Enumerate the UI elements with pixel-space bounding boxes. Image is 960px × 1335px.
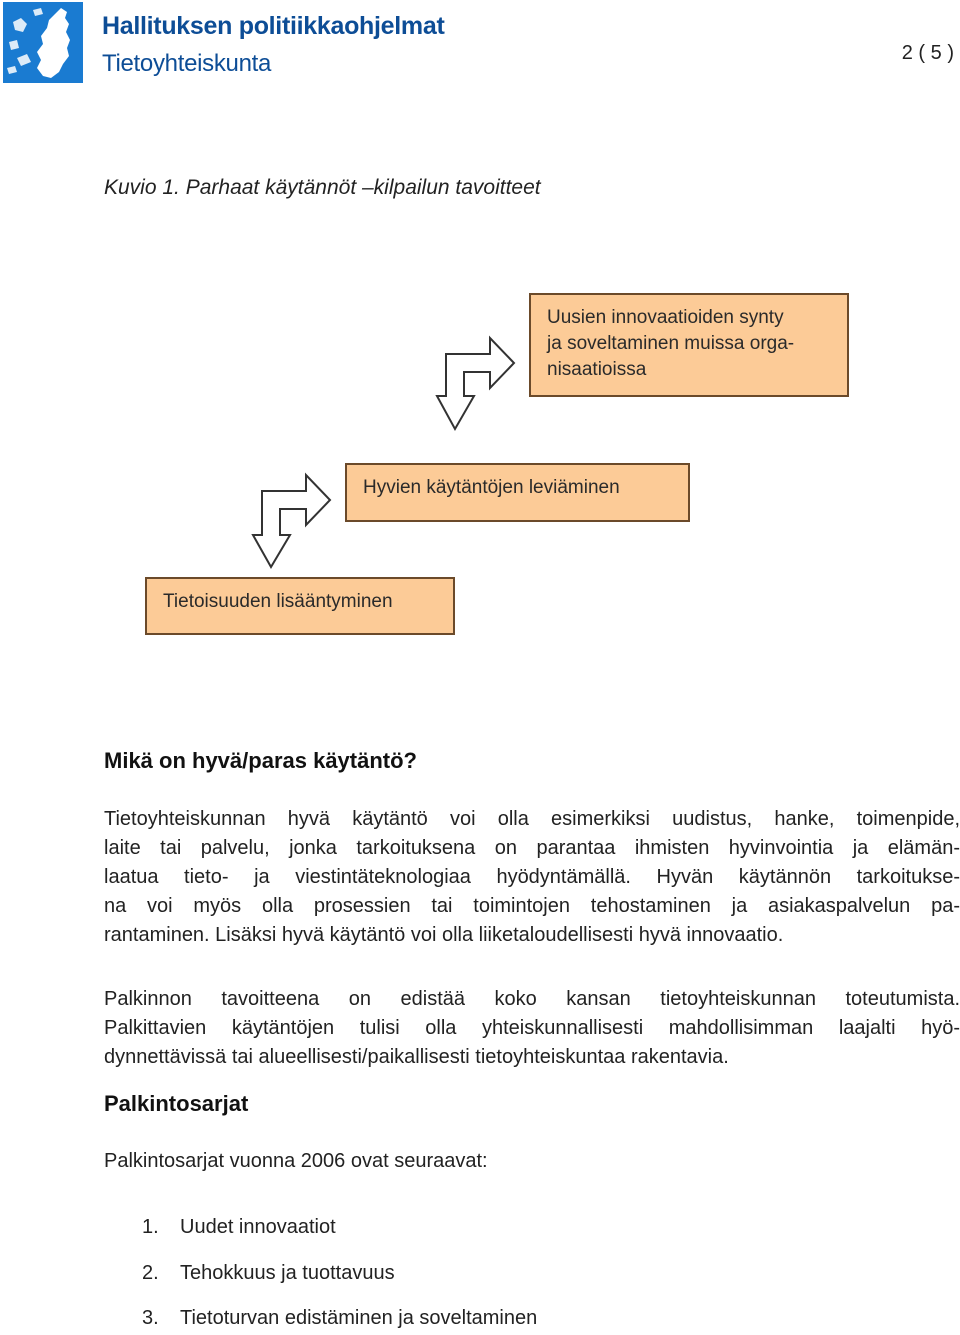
list-number: 3. [142,1307,159,1329]
box-line: Uusien innovaatioiden synty [547,307,784,328]
text-line: rantaminen. Lisäksi hyvä käytäntö voi olla liiketaloudellisesti hyvä innovaatio. [104,924,784,946]
text-line: na voi myös olla prosessien tai toimintojen tehostaminen ja asiakaspalvelun pa- [104,895,960,917]
logo-title: Hallituksen politiikkaohjelmat [102,12,445,40]
list-text: Uudet innovaatiot [180,1216,336,1238]
text-line: Palkinnon tavoitteena on edistää koko kansan tietoyhteiskunnan toteutumista. [104,988,960,1010]
page-number: 2 ( 5 ) [901,42,954,64]
list-text: Tehokkuus ja tuottavuus [180,1262,395,1284]
list-item [142,1307,537,1330]
heading-award-categories: Palkintosarjat [104,1091,249,1116]
bent-arrow-upper-icon [436,336,516,432]
finland-map-logo-icon [3,2,83,83]
list-number: 1. [142,1216,159,1238]
heading-best-practice: Mikä on hyvä/paras käytäntö? [104,748,417,773]
figure-caption: Kuvio 1. Parhaat käytännöt –kilpailun tavoitteet [104,176,541,199]
text-line: laatua tieto- ja viestintäteknologiaa hyödyntämällä. Hyvän käytännön tarkoitukse- [104,866,960,888]
text-line: laite tai palvelu, jonka tarkoituksena on parantaa ihmisten hyvinvointia ja elämän- [104,837,960,859]
box-line: nisaatioissa [547,359,647,380]
list-item [142,1216,336,1239]
diagram-box-spread: Hyvien käytäntöjen leviäminen [345,463,690,522]
paragraph-goal [104,985,960,1072]
list-text: Tietoturvan edistäminen ja soveltaminen [180,1307,538,1329]
diagram-box-innovations [529,293,849,397]
list-number: 2. [142,1262,159,1284]
box-line: ja soveltaminen muissa orga- [547,333,795,354]
logo-subtitle: Tietoyhteiskunta [102,50,272,77]
bent-arrow-lower-icon [252,473,332,569]
paragraph-definition [104,805,960,950]
text-line: Tietoyhteiskunnan hyvä käytäntö voi olla esimerkiksi uudistus, hanke, toimenpide, [104,808,960,830]
categories-intro: Palkintosarjat vuonna 2006 ovat seuraavat: [104,1150,488,1172]
text-line: Palkittavien käytäntöjen tulisi olla yhteiskunnallisesti mahdollisimman laajalti hyö- [104,1017,960,1039]
text-line: dynnettävissä tai alueellisesti/paikallisesti tietoyhteiskuntaa rakentavia. [104,1046,729,1068]
list-item [142,1262,395,1285]
diagram-box-awareness: Tietoisuuden lisääntyminen [145,577,455,635]
